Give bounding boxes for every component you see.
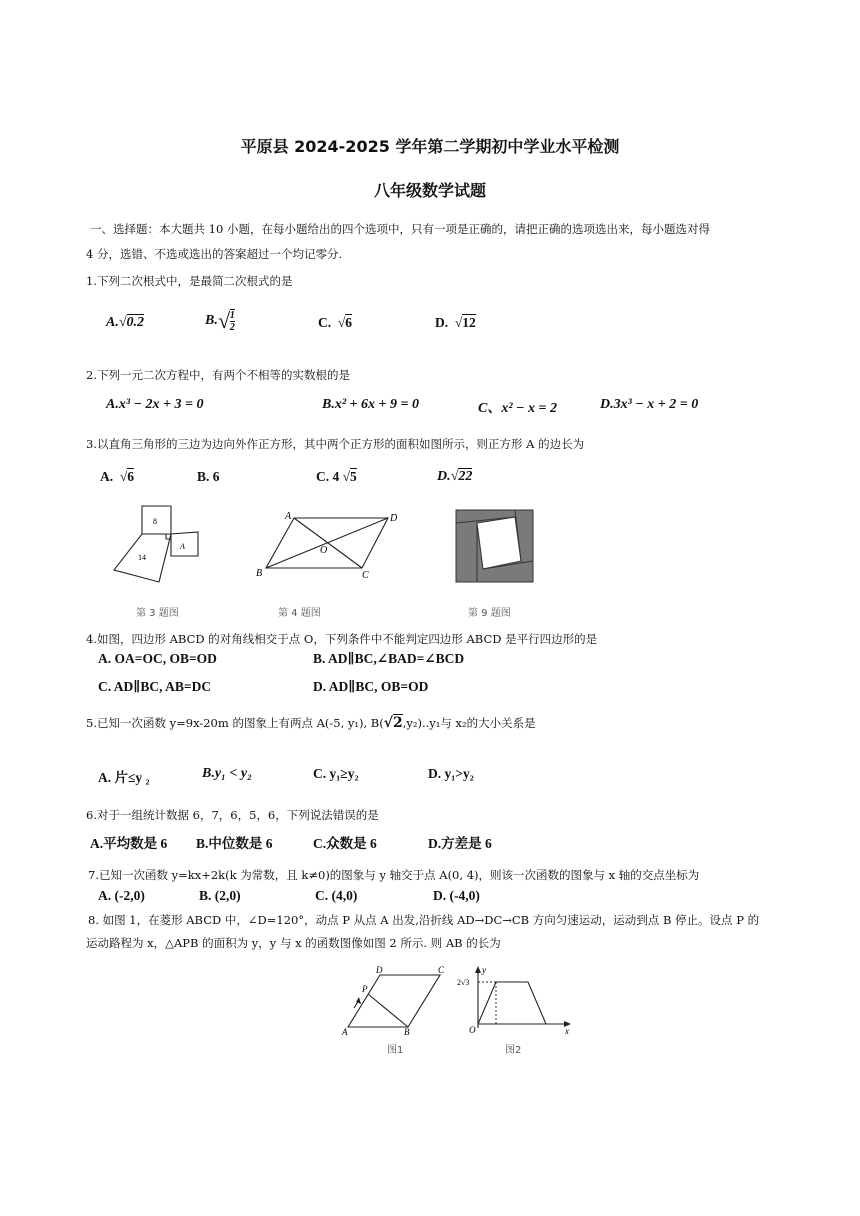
radical-icon: √ — [450, 469, 459, 484]
question-2-stem: 2.下列一元二次方程中，有两个不相等的实数根的是 — [86, 368, 350, 382]
q4-option-d: D. AD∥BC, OB=OD — [313, 679, 429, 694]
q5-stem-post: ,y₂)..y₁与 x₂的大小关系是 — [402, 716, 536, 730]
q6-option-c: C.众数是 6 — [313, 836, 377, 851]
fig1-label-d: D — [376, 965, 383, 975]
q3-option-b: B. 6 — [197, 469, 220, 484]
figure-4-caption: 第 4 题图 — [278, 608, 321, 619]
radical-icon: √ — [217, 308, 230, 333]
q6-option-d: D.方差是 6 — [428, 836, 492, 851]
radical-icon: √ — [119, 469, 128, 484]
fig2-y-arrow-icon — [475, 966, 481, 973]
fig1-label-b: B — [404, 1027, 410, 1036]
figure-9-caption: 第 9 题图 — [468, 608, 511, 619]
fig3-label-right: A — [180, 542, 185, 551]
q7-option-a: A. (-2,0) — [98, 888, 145, 903]
q8-figure-2 — [456, 964, 581, 1036]
fig4-label-d: D — [390, 513, 398, 524]
q8-figure-2-caption: 图2 — [505, 1045, 522, 1056]
fig2-label-x: x — [565, 1026, 569, 1036]
section-instruction-line1: 一、选择题：本大题共 10 小题，在每小题给出的四个选项中，只有一项是正确的，请把正确的选项选出来，每小题选对得 — [90, 222, 710, 236]
q3-option-d — [437, 469, 472, 485]
q7-option-c: C. (4,0) — [315, 888, 358, 903]
q6-option-b: B.中位数是 6 — [196, 836, 273, 851]
q4-option-c: C. AD∥BC, AB=DC — [98, 679, 212, 694]
fig2-label-o: O — [469, 1025, 476, 1035]
q7-option-b: B. (2,0) — [199, 888, 241, 903]
q6-option-a: A.平均数是 6 — [90, 836, 168, 851]
q1-option-d-label: D. — [435, 315, 449, 330]
q1-option-a — [106, 315, 144, 331]
q3-option-c-value: 5 — [350, 469, 357, 484]
question-1-stem: 1.下列二次根式中，是最简二次根式的是 — [86, 274, 293, 288]
fig3-label-bottom: 14 — [138, 553, 146, 562]
page-title: 平原县 2024-2025 学年第二学期初中学业水平检测 — [240, 137, 620, 156]
question-8-line1: 8. 如图 1，在菱形 ABCD 中，∠D=120°，动点 P 从点 A 出发,沿折线 AD→DC→CB 方向匀速运动，运动到点 B 停止。设点 P 的 — [88, 913, 760, 927]
q1-option-c-label: C. — [318, 315, 332, 330]
question-5-stem — [86, 715, 536, 731]
figure-3-caption: 第 3 题图 — [136, 608, 179, 619]
q1-option-a-label: A. — [106, 315, 119, 330]
fig9-inner-square — [477, 517, 521, 569]
q1-option-d-value: 12 — [462, 315, 476, 330]
radical-icon: √ — [383, 715, 393, 731]
fig4-label-b: B — [256, 568, 263, 579]
fig2-label-peak: 2√3 — [457, 978, 470, 987]
question-6-stem: 6.对于一组统计数据 6，7，6，5，6，下列说法错误的是 — [86, 808, 379, 822]
fig4-diagonal-bd — [266, 518, 388, 568]
fig3-label-top: 8 — [153, 517, 157, 526]
q3-option-a-value: 6 — [127, 469, 135, 484]
q3-option-c-label: C. 4 — [316, 469, 340, 484]
q1-option-b-fraction — [230, 309, 235, 333]
fig2-function-graph — [478, 982, 546, 1024]
q2-option-b: B.x² + 6x + 9 = 0 — [322, 397, 419, 412]
q3-option-a — [100, 469, 134, 485]
page-subtitle: 八年级数学试题 — [373, 181, 486, 200]
q1-option-b-numerator: 1 — [229, 310, 235, 321]
fig4-label-c: C — [362, 570, 369, 580]
question-8-line2: 运动路程为 x，△APB 的面积为 y，y 与 x 的函数图像如图 2 所示. 则 AB 的长为 — [86, 936, 501, 950]
q1-option-c — [318, 315, 352, 331]
radical-icon: √ — [337, 315, 346, 330]
fig4-label-o: O — [320, 545, 328, 556]
fig2-label-y: y — [482, 965, 486, 975]
q1-option-b-label: B. — [205, 313, 218, 328]
q1-option-c-value: 6 — [345, 315, 353, 330]
q5-option-b: B.y₁ < y₂ — [202, 766, 253, 781]
section-instruction-line2: 4 分，选错、不选或选出的答案超过一个均记零分. — [86, 247, 343, 261]
q1-option-b-denominator: 2 — [229, 322, 235, 333]
fig4-label-a: A — [285, 511, 292, 522]
q8-figure-1-caption: 图1 — [387, 1045, 404, 1056]
q3-option-d-label: D. — [437, 469, 451, 484]
q5-option-a: A. 片≤y ₂ — [98, 770, 150, 785]
question-3-stem: 3.以直角三角形的三边为边向外作正方形，其中两个正方形的面积如图所示，则正方形 A 的边长为 — [86, 437, 585, 451]
q3-option-a-label: A. — [100, 469, 114, 484]
q5-stem-radicand: 2 — [392, 715, 403, 731]
q2-option-c: C、x² − x = 2 — [478, 401, 557, 416]
figure-3 — [108, 500, 208, 595]
q1-option-a-value: 0.2 — [126, 315, 145, 330]
q2-option-d: D.3x³ − x + 2 = 0 — [600, 397, 699, 412]
question-7-stem: 7.已知一次函数 y=kx+2k(k 为常数，且 k≠0)的图象与 y 轴交于点 A(0, 4)，则该一次函数的图象与 x 轴的交点坐标为 — [88, 868, 700, 882]
q1-option-b — [205, 308, 235, 334]
fig1-line-pb — [368, 994, 408, 1027]
q8-figure-1 — [340, 964, 455, 1036]
q4-option-b: B. AD∥BC,∠BAD=∠BCD — [313, 651, 465, 666]
q7-option-d: D. (-4,0) — [433, 888, 480, 903]
q5-option-d: D. y₁>y₂ — [428, 766, 474, 781]
q3-option-c — [316, 469, 357, 485]
question-4-stem: 4.如图，四边形 ABCD 的对角线相交于点 O，下列条件中不能判定四边形 ABCD 是平行四边形的是 — [86, 632, 598, 646]
q5-option-c: C. y₁≥y₂ — [313, 766, 359, 781]
q4-option-a: A. OA=OC, OB=OD — [98, 651, 217, 666]
fig1-label-p: P — [362, 984, 368, 994]
q1-option-d — [435, 315, 476, 331]
q2-option-a: A.x³ − 2x + 3 = 0 — [106, 397, 204, 412]
fig1-label-c: C — [438, 965, 445, 975]
q5-stem-pre: 5.已知一次函数 y=9x-20m 的图象上有两点 A(-5, y₁), B( — [86, 716, 384, 730]
fig1-label-a: A — [342, 1027, 348, 1036]
fig1-rhombus — [348, 975, 440, 1027]
radical-icon: √ — [342, 469, 351, 484]
figure-4 — [252, 508, 407, 580]
radical-icon: √ — [454, 315, 463, 330]
radical-icon: √ — [118, 315, 127, 330]
figure-9 — [455, 509, 535, 584]
q3-option-d-value: 22 — [458, 469, 473, 484]
